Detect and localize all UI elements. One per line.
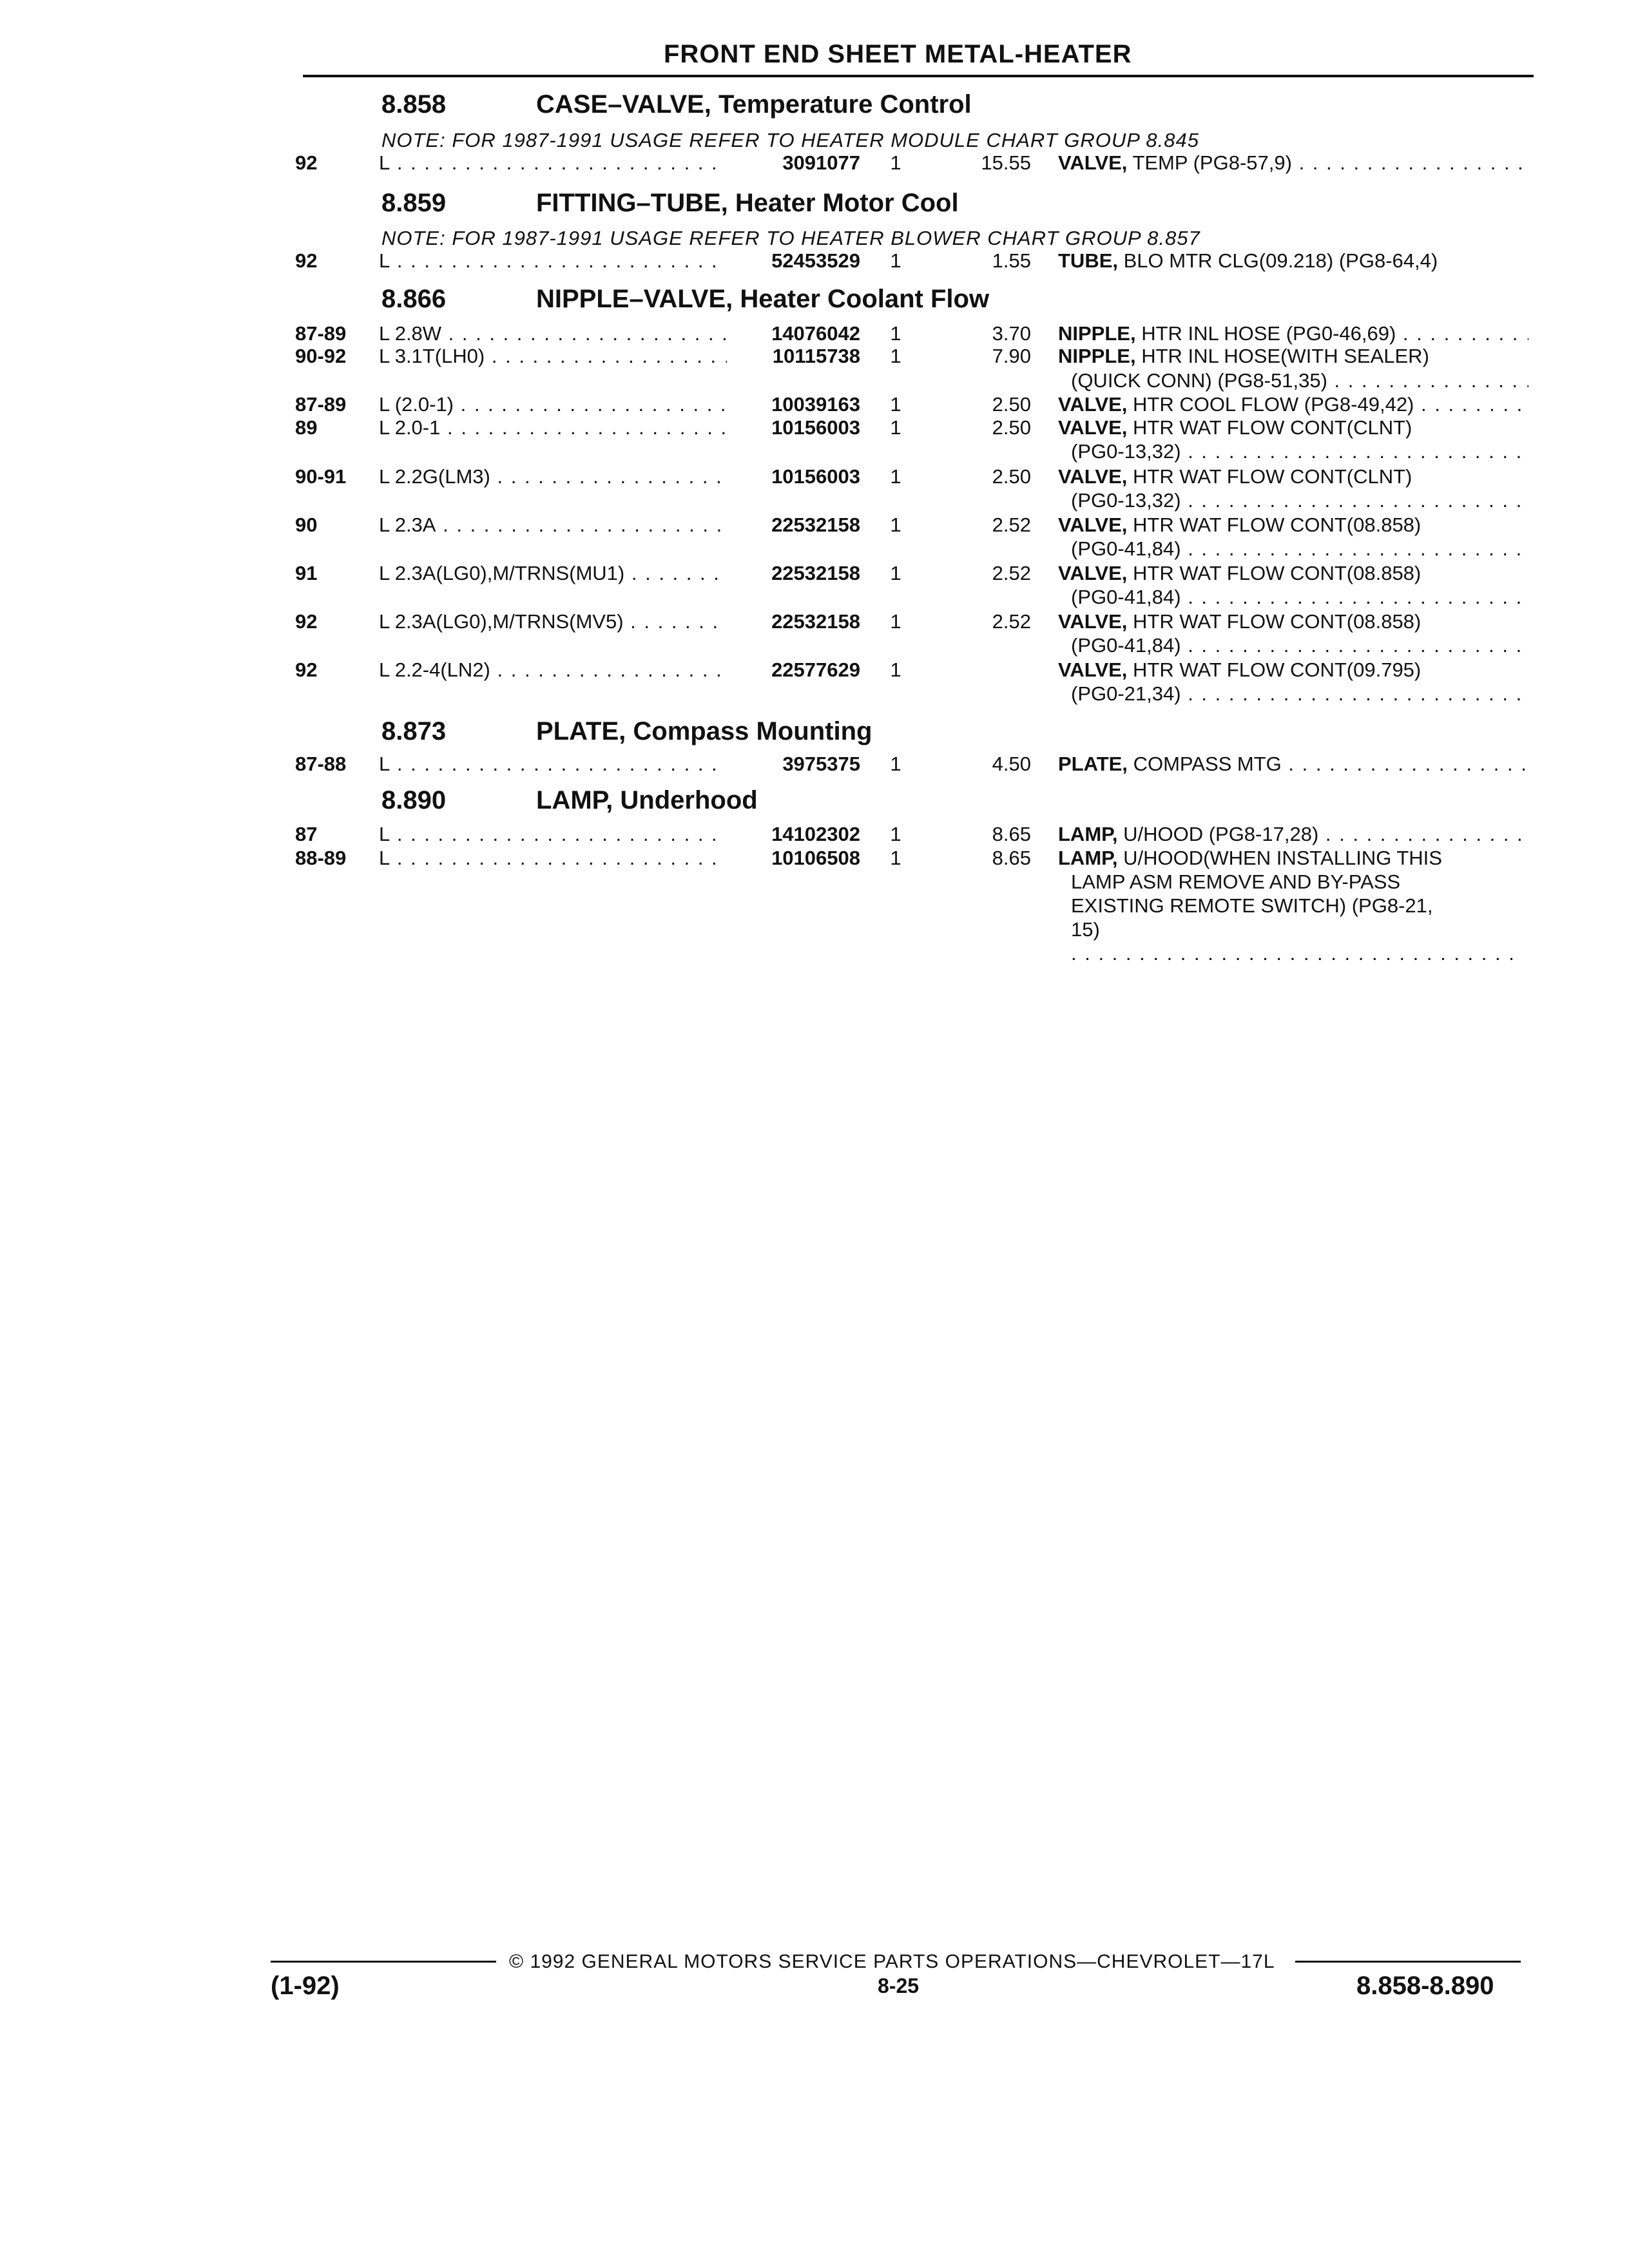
part-number: 10156003 [771, 465, 860, 488]
usage-desc: L 2.3A(LG0),M/TRNS(MV5) . . . [379, 610, 727, 633]
part-number: 10106508 [771, 847, 860, 869]
part-name-label: VALVE, [1058, 562, 1128, 584]
section-title: PLATE, Compass Mounting [536, 717, 872, 745]
part-name [1058, 562, 1528, 585]
part-row [0, 823, 1629, 849]
price: 8.65 [992, 847, 1031, 869]
price: 15.55 [981, 151, 1031, 174]
part-name-detail: HTR INL HOSE (PG0-46,69) [1141, 322, 1396, 345]
usage-desc: L 3.1T(LH0) . . . [379, 345, 727, 368]
part-name-label: NIPPLE, [1058, 345, 1136, 367]
part-name [1058, 823, 1528, 846]
footer-rule-left [271, 1961, 496, 1963]
part-number: 52453529 [771, 249, 860, 272]
model-years: 92 [295, 151, 318, 174]
part-name-detail: BLO MTR CLG(09.218) (PG8-64,4) [1123, 249, 1438, 272]
part-row [0, 465, 1629, 491]
part-name-detail: HTR COOL FLOW (PG8-49,42) [1133, 393, 1414, 416]
usage-desc: L . . . [379, 151, 727, 175]
usage-desc: L . . . [379, 753, 727, 776]
part-row [0, 847, 1629, 872]
price: 2.52 [992, 562, 1031, 584]
section-title: FITTING–TUBE, Heater Motor Cool [536, 189, 959, 217]
part-name-label: VALVE, [1058, 514, 1128, 536]
price: 2.52 [992, 610, 1031, 633]
model-years: 92 [295, 658, 318, 681]
price: 2.52 [992, 514, 1031, 536]
part-name [1058, 753, 1528, 776]
section-heading [381, 285, 989, 314]
model-years: 90-91 [295, 465, 347, 488]
quantity: 1 [890, 847, 901, 869]
quantity: 1 [890, 562, 901, 584]
model-years: 87-89 [295, 393, 347, 416]
quantity: 1 [890, 416, 901, 439]
part-name [1058, 465, 1528, 488]
section-number: 8.866 [381, 285, 447, 313]
quantity: 1 [890, 345, 901, 367]
part-number: 22577629 [771, 658, 860, 681]
price: 3.70 [992, 322, 1031, 345]
part-number: 22532158 [771, 514, 860, 536]
usage-desc: L . . . [379, 823, 727, 846]
model-years: 87 [295, 823, 318, 845]
model-years: 92 [295, 249, 318, 272]
part-number: 3975375 [782, 753, 860, 775]
usage-desc: L 2.2-4(LN2) . . . [379, 658, 727, 682]
usage-desc: L . . . [379, 847, 727, 870]
part-number: 22532158 [771, 610, 860, 633]
model-years: 87-88 [295, 753, 347, 775]
part-name [1058, 322, 1528, 345]
part-number: 3091077 [782, 151, 860, 174]
quantity: 1 [890, 151, 901, 174]
part-name-label: VALVE, [1058, 658, 1128, 681]
part-name-continuation: (PG0-13,32) . . . [1071, 489, 1528, 512]
group-range: 8.858-8.890 [1356, 1972, 1494, 2000]
part-name-label: VALVE, [1058, 610, 1128, 633]
price: 7.90 [992, 345, 1031, 367]
part-name-continuation: (PG0-41,84) . . . [1071, 586, 1528, 609]
usage-desc: L . . . [379, 249, 727, 273]
part-row [0, 393, 1629, 419]
part-number: 14076042 [771, 322, 860, 345]
price: 2.50 [992, 465, 1031, 488]
part-number: 10039163 [771, 393, 860, 416]
part-row [0, 322, 1629, 348]
quantity: 1 [890, 753, 901, 775]
usage-desc: L 2.3A . . . [379, 514, 727, 537]
part-name-detail: HTR WAT FLOW CONT(08.858) [1133, 610, 1422, 633]
quantity: 1 [890, 823, 901, 845]
part-row [0, 416, 1629, 442]
page-title: FRONT END SHEET METAL-HEATER [664, 40, 1132, 68]
usage-desc: L (2.0-1) . . . [379, 393, 727, 416]
model-years: 87-89 [295, 322, 347, 345]
usage-desc: L 2.2G(LM3) . . . [379, 465, 727, 488]
price: 1.55 [992, 249, 1031, 272]
part-name-label: VALVE, [1058, 393, 1128, 416]
part-name-detail: HTR WAT FLOW CONT(CLNT) [1133, 465, 1412, 488]
part-name [1058, 416, 1528, 439]
quantity: 1 [890, 658, 901, 681]
part-name-detail: HTR WAT FLOW CONT(09.795) [1133, 658, 1422, 681]
part-row [0, 151, 1629, 177]
price: 4.50 [992, 753, 1031, 775]
part-name-continuation [1071, 942, 1528, 965]
section-number: 8.890 [381, 786, 447, 814]
section-heading [381, 786, 758, 815]
page-number: 8-25 [878, 1974, 920, 1997]
part-name-label: VALVE, [1058, 465, 1128, 488]
part-number: 10156003 [771, 416, 860, 439]
quantity: 1 [890, 465, 901, 488]
part-number: 22532158 [771, 562, 860, 584]
part-name [1058, 514, 1528, 537]
part-name-label: NIPPLE, [1058, 322, 1136, 345]
quantity: 1 [890, 514, 901, 536]
part-name-continuation: 15) [1071, 918, 1100, 941]
section-number: 8.873 [381, 717, 447, 745]
part-name [1058, 249, 1528, 273]
part-name-continuation: LAMP ASM REMOVE AND BY-PASS [1071, 870, 1401, 893]
part-row [0, 610, 1629, 636]
model-years: 92 [295, 610, 318, 633]
section-heading [381, 717, 872, 746]
section-note: NOTE: FOR 1987-1991 USAGE REFER TO HEATER MODULE CHART GROUP 8.845 [381, 129, 1200, 151]
quantity: 1 [890, 393, 901, 416]
part-name-continuation: (PG0-13,32) . . . [1071, 440, 1528, 463]
model-years: 89 [295, 416, 318, 439]
part-row [0, 753, 1629, 778]
part-name-label: LAMP, [1058, 847, 1118, 869]
price: 2.50 [992, 393, 1031, 416]
section-number: 8.859 [381, 189, 447, 217]
part-name [1058, 658, 1528, 682]
model-years: 90-92 [295, 345, 347, 367]
price: 2.50 [992, 416, 1031, 439]
part-name-label: LAMP, [1058, 823, 1118, 845]
section-title: CASE–VALVE, Temperature Control [536, 90, 972, 119]
section-title: NIPPLE–VALVE, Heater Coolant Flow [536, 285, 990, 313]
part-name-continuation: (PG0-21,34) . . . [1071, 682, 1528, 706]
part-row [0, 658, 1629, 684]
section-number: 8.858 [381, 90, 447, 119]
part-row [0, 345, 1629, 370]
part-name [1058, 345, 1528, 368]
usage-desc: L 2.3A(LG0),M/TRNS(MU1) . . . [379, 562, 727, 585]
section-heading [381, 189, 959, 218]
revision-date: (1-92) [271, 1972, 340, 2000]
part-name-detail: HTR WAT FLOW CONT(08.858) [1133, 562, 1422, 584]
part-row [0, 562, 1629, 588]
part-name-detail: TEMP (PG8-57,9) [1132, 151, 1292, 174]
quantity: 1 [890, 610, 901, 633]
quantity: 1 [890, 322, 901, 345]
usage-desc: L 2.0-1 . . . [379, 416, 727, 439]
part-name-detail: U/HOOD (PG8-17,28) [1123, 823, 1319, 845]
part-name-detail: HTR WAT FLOW CONT(08.858) [1133, 514, 1422, 536]
part-name-label: VALVE, [1058, 416, 1128, 439]
header-rule [303, 75, 1534, 77]
footer-rule-right [1295, 1961, 1521, 1963]
part-name [1058, 847, 1528, 870]
quantity: 1 [890, 249, 901, 272]
footer-copyright: © 1992 GENERAL MOTORS SERVICE PARTS OPERATIONS—CHEVROLET—17L [509, 1951, 1275, 1972]
model-years: 91 [295, 562, 318, 584]
part-name-continuation: (QUICK CONN) (PG8-51,35) . . . [1071, 369, 1528, 392]
part-row [0, 514, 1629, 539]
part-number: 10115738 [772, 345, 860, 367]
part-name-detail: COMPASS MTG [1133, 753, 1282, 775]
model-years: 88-89 [295, 847, 347, 869]
section-note: NOTE: FOR 1987-1991 USAGE REFER TO HEATER BLOWER CHART GROUP 8.857 [381, 227, 1200, 249]
part-name-continuation: EXISTING REMOTE SWITCH) (PG8-21, [1071, 894, 1433, 917]
part-name-detail: HTR WAT FLOW CONT(CLNT) [1133, 416, 1412, 439]
part-name-detail: HTR INL HOSE(WITH SEALER) [1141, 345, 1429, 367]
part-name-continuation: (PG0-41,84) . . . [1071, 634, 1528, 657]
part-name-detail: U/HOOD(WHEN INSTALLING THIS [1123, 847, 1442, 869]
part-row [0, 249, 1629, 275]
model-years: 90 [295, 514, 318, 536]
part-number: 14102302 [771, 823, 860, 845]
part-name-label: PLATE, [1058, 753, 1128, 775]
part-name-label: VALVE, [1058, 151, 1128, 174]
part-name-continuation: (PG0-41,84) . . . [1071, 537, 1528, 561]
section-heading [381, 90, 972, 119]
section-title: LAMP, Underhood [536, 786, 758, 814]
part-name-label: TUBE, [1058, 249, 1118, 272]
price: 8.65 [992, 823, 1031, 845]
part-name [1058, 393, 1528, 416]
part-name [1058, 610, 1528, 633]
part-name [1058, 151, 1528, 175]
usage-desc: L 2.8W . . . [379, 322, 727, 345]
